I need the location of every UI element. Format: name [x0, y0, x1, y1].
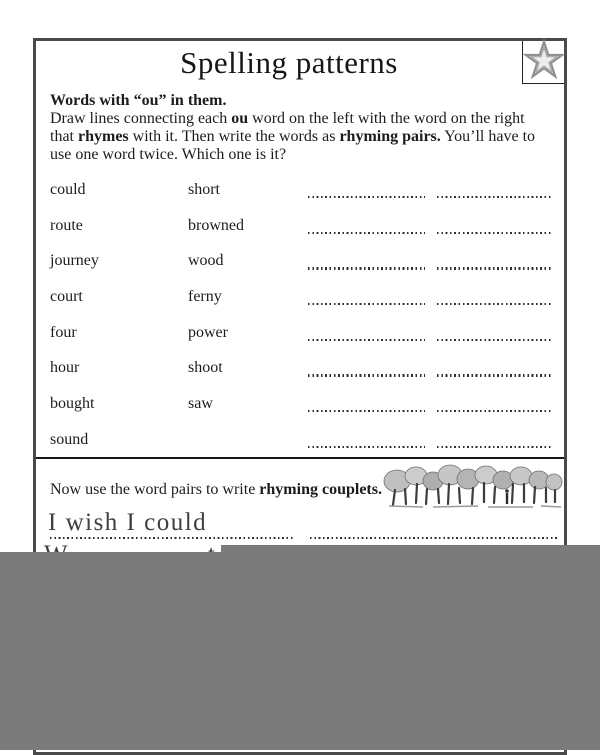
answer-line-first [308, 339, 425, 341]
left-word: route [50, 216, 83, 234]
handwritten-answer-partial [38, 543, 221, 552]
handwritten-answer: I wish I could [48, 509, 208, 536]
right-word: wood [188, 252, 224, 270]
left-word: hour [50, 359, 80, 377]
instructions-line2: that rhymes with it. Then write the words as rhyming pairs. You’ll have to [50, 128, 536, 145]
instructions-heading: Words with “ou” in them. [50, 92, 227, 109]
word-row [50, 179, 564, 215]
right-word: browned [188, 216, 244, 234]
instructions-line1: Draw lines connecting each ou word on the left with the word on the right [50, 110, 525, 127]
star-box [522, 41, 564, 84]
word-row [50, 393, 564, 429]
answer-line-second [437, 303, 553, 305]
left-word: four [50, 323, 77, 341]
trees-illustration [383, 464, 565, 517]
gray-overlay [0, 552, 600, 750]
answer-line-second [437, 446, 553, 448]
answer-line-second [437, 196, 553, 198]
writing-line-second [310, 537, 557, 539]
answer-line-second [437, 267, 553, 269]
word-row [50, 322, 564, 358]
section-divider [36, 457, 564, 459]
left-word: sound [50, 430, 89, 448]
answer-line-first [308, 410, 425, 412]
star-icon [524, 40, 564, 85]
word-row [50, 357, 564, 393]
right-word: shoot [188, 359, 223, 377]
word-row [50, 286, 564, 322]
answer-line-second [437, 374, 553, 376]
answer-line-second [437, 410, 553, 412]
left-word: journey [50, 252, 99, 270]
right-word: saw [188, 395, 213, 413]
answer-line-second [437, 339, 553, 341]
answer-line-first [308, 446, 425, 448]
answer-line-first [308, 374, 425, 376]
right-word: short [188, 181, 220, 198]
answer-line-first [308, 196, 425, 198]
right-word: power [188, 323, 228, 341]
word-row [50, 429, 564, 465]
answer-line-first [308, 303, 425, 305]
word-row [50, 215, 564, 251]
writing-line-first [50, 537, 293, 539]
answer-line-first [308, 232, 425, 234]
word-row [50, 250, 564, 286]
left-word: bought [50, 395, 95, 413]
right-word: ferny [188, 288, 222, 306]
instructions-line3: use one word twice. Which one is it? [50, 146, 287, 163]
word-matching-list [50, 179, 564, 465]
answer-line-first [308, 267, 425, 269]
left-word: could [50, 181, 86, 198]
couplets-instruction: Now use the word pairs to write rhyming couplets. [50, 481, 382, 498]
answer-line-second [437, 232, 553, 234]
instructions [50, 92, 564, 164]
left-word: court [50, 288, 83, 306]
page-title: Spelling patterns [180, 45, 398, 80]
